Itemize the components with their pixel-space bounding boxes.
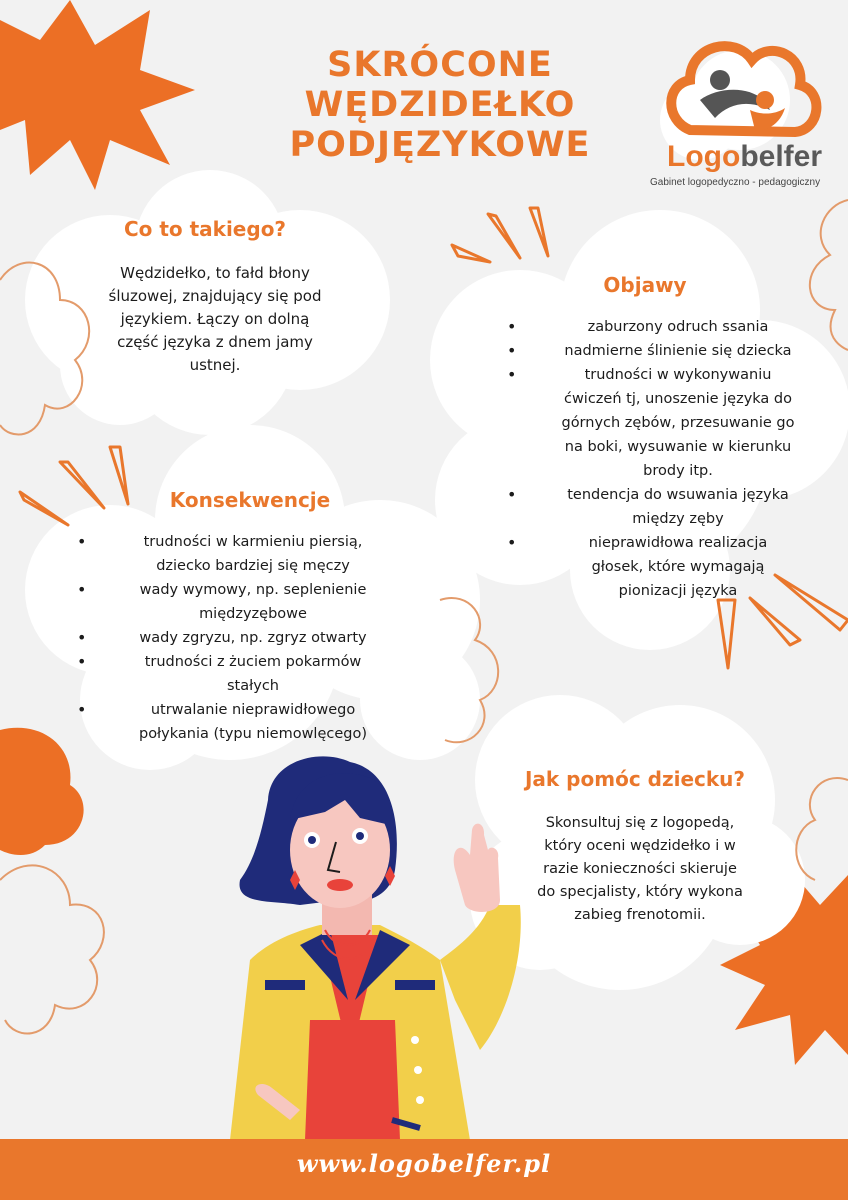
list-item <box>75 530 405 578</box>
accent-strokes-top <box>452 208 548 262</box>
heading-what: Co to takiego? <box>123 217 287 241</box>
title-line-3: PODJĘZYKOWE <box>289 125 591 165</box>
list-item <box>75 698 405 746</box>
list-item-line: połykania (typu niemowlęcego) <box>138 726 367 742</box>
list-item-line: między zęby <box>632 511 724 527</box>
text-what-line: część języka z dnem jamy <box>117 333 313 351</box>
title-line-1: SKRÓCONE <box>327 45 553 85</box>
top-left-sunburst <box>0 0 195 190</box>
list-item-line: • tendencja do wsuwania języka <box>567 487 789 503</box>
logo-tagline: Gabinet logopedyczno - pedagogiczny <box>650 177 821 188</box>
list-item <box>505 315 825 339</box>
footer-website-link[interactable]: www.logobelfer.pl <box>296 1149 552 1178</box>
list-item-line: głosek, które wymagają <box>591 559 765 575</box>
outline-cloud-bottom-left <box>0 865 104 1033</box>
list-item-line: • wady wymowy, np. seplenienie <box>139 582 367 598</box>
list-item-line: • wady zgryzu, np. zgryz otwarty <box>139 630 367 646</box>
list-item <box>75 650 405 698</box>
list-item-line: międzyzębowe <box>199 606 307 622</box>
text-what-line: ustnej. <box>189 356 241 374</box>
list-item-line: ćwiczeń tj, unoszenie języka do <box>563 391 793 407</box>
list-item-line: dziecko bardziej się męczy <box>156 558 350 574</box>
text-help-line: zabieg frenotomii. <box>574 907 706 923</box>
list-item-line: • nadmierne ślinienie się dziecka <box>564 343 792 359</box>
text-what-line: śluzowej, znajdujący się pod <box>108 287 322 305</box>
logo-name-part1: Logo <box>667 140 741 173</box>
list-item-line: górnych zębów, przesuwanie go <box>561 415 795 431</box>
list-item-line: • utrwalanie nieprawidłowego <box>150 702 356 718</box>
title-line-2: WĘDZIDEŁKO <box>304 85 576 125</box>
list-item-line: • trudności w wykonywaniu <box>584 367 772 383</box>
outline-cloud-bottom-right <box>796 778 848 880</box>
list-item-line: • zaburzony odruch ssania <box>587 319 769 335</box>
list-item <box>505 339 825 363</box>
list-item-line: • nieprawidłowa realizacja <box>588 535 768 551</box>
list-item-line: • trudności w karmieniu piersią, <box>143 534 363 550</box>
list-item <box>75 578 405 626</box>
list-item <box>75 626 405 650</box>
page-title <box>240 45 640 165</box>
list-item-line: • trudności z żuciem pokarmów <box>144 654 362 670</box>
text-help-line: razie konieczności skieruje <box>543 861 737 877</box>
heading-symptoms: Objawy <box>603 273 687 297</box>
text-what-line: Wędzidełko, to fałd błony <box>120 264 310 282</box>
left-blob <box>0 728 84 855</box>
text-help-line: Skonsultuj się z logopedą, <box>545 815 735 831</box>
list-item-line: na boki, wysuwanie w kierunku <box>564 439 792 455</box>
text-what <box>85 262 345 377</box>
list-item <box>505 531 825 603</box>
list-item-line: pionizacji języka <box>618 583 738 599</box>
consequences-list <box>75 530 405 746</box>
woman-waving-illustration <box>230 756 521 1140</box>
list-item-line: stałych <box>227 678 279 694</box>
list-item-line: brody itp. <box>643 463 713 479</box>
text-what-line: językiem. Łączy on dolną <box>120 310 310 328</box>
text-help-line: który oceni wędzidełko i w <box>544 838 736 854</box>
text-help <box>505 812 775 927</box>
list-item <box>505 483 825 531</box>
symptoms-list <box>505 315 825 603</box>
text-help-line: do specjalisty, który wykona <box>537 884 743 900</box>
heading-consequences: Konsekwencje <box>169 488 331 512</box>
list-item <box>505 363 825 483</box>
heading-help: Jak pomóc dziecku? <box>524 767 746 791</box>
logo-name-part2: belfer <box>740 140 823 173</box>
logo-name <box>667 140 822 174</box>
